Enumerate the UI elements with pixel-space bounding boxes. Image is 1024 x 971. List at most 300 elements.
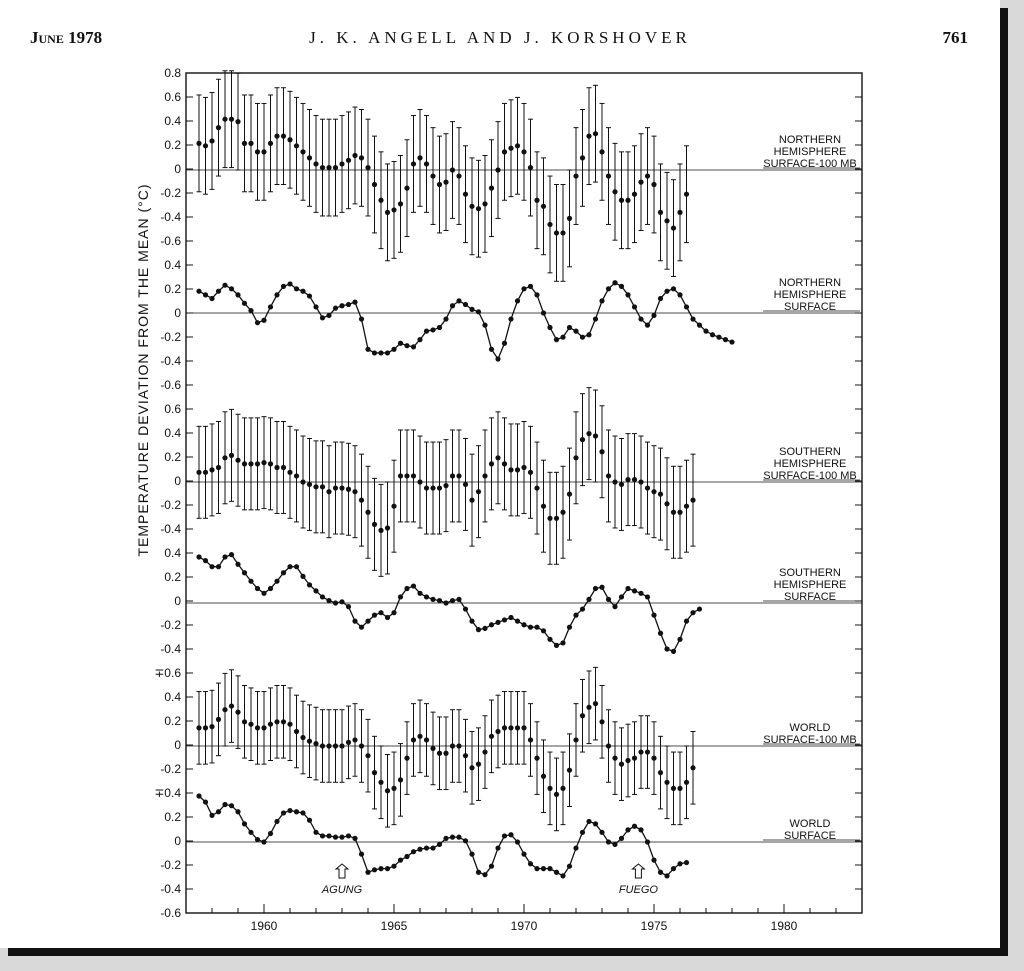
data-point bbox=[359, 155, 364, 160]
data-point bbox=[632, 477, 637, 482]
data-point bbox=[352, 619, 357, 624]
y-axis-label: TEMPERATURE DEVIATION FROM THE MEAN (°C) bbox=[135, 183, 151, 557]
data-point bbox=[242, 570, 247, 575]
data-point bbox=[274, 292, 279, 297]
data-point bbox=[456, 473, 461, 478]
data-point bbox=[469, 307, 474, 312]
data-point bbox=[599, 449, 604, 454]
data-point bbox=[391, 207, 396, 212]
data-point bbox=[632, 756, 637, 761]
data-point bbox=[261, 149, 266, 154]
data-point bbox=[651, 489, 656, 494]
y-axis bbox=[154, 66, 862, 920]
data-point bbox=[606, 839, 611, 844]
data-point bbox=[645, 839, 650, 844]
data-point bbox=[209, 564, 214, 569]
data-point bbox=[515, 839, 520, 844]
data-point bbox=[255, 461, 260, 466]
data-point bbox=[573, 613, 578, 618]
x-tick-label: 1970 bbox=[510, 919, 538, 933]
data-point bbox=[495, 455, 500, 460]
data-point bbox=[437, 485, 442, 490]
data-point bbox=[684, 619, 689, 624]
data-point bbox=[320, 594, 325, 599]
data-point bbox=[281, 284, 286, 289]
data-point bbox=[378, 780, 383, 785]
data-point bbox=[372, 182, 377, 187]
data-point bbox=[482, 473, 487, 478]
data-point bbox=[677, 637, 682, 642]
series-line bbox=[199, 796, 687, 876]
y-tick-label: 0.4 bbox=[164, 258, 181, 272]
data-point bbox=[235, 458, 240, 463]
data-point bbox=[430, 845, 435, 850]
data-point bbox=[619, 482, 624, 487]
data-point bbox=[430, 173, 435, 178]
data-point bbox=[196, 470, 201, 475]
data-point bbox=[515, 298, 520, 303]
data-point bbox=[521, 622, 526, 627]
data-point bbox=[424, 845, 429, 850]
data-point bbox=[456, 597, 461, 602]
y-tick-label: 0.4 bbox=[164, 114, 181, 128]
y-tick-label: -0.6 bbox=[160, 378, 181, 392]
data-point bbox=[378, 198, 383, 203]
data-point bbox=[203, 470, 208, 475]
data-point bbox=[658, 210, 663, 215]
x-axis bbox=[212, 904, 836, 933]
x-tick-label: 1975 bbox=[640, 919, 668, 933]
data-point bbox=[723, 337, 728, 342]
data-point bbox=[261, 460, 266, 465]
data-point bbox=[560, 640, 565, 645]
data-point bbox=[547, 866, 552, 871]
data-point bbox=[346, 158, 351, 163]
y-tick-label: -0.4 bbox=[160, 882, 181, 896]
panel-3 bbox=[186, 552, 862, 654]
data-point bbox=[424, 485, 429, 490]
panel-label-line: HEMISPHERE bbox=[773, 146, 847, 158]
data-point bbox=[411, 161, 416, 166]
data-point bbox=[651, 613, 656, 618]
data-point bbox=[690, 498, 695, 503]
data-point bbox=[216, 289, 221, 294]
data-point bbox=[411, 737, 416, 742]
data-point bbox=[599, 585, 604, 590]
data-point bbox=[664, 646, 669, 651]
data-point bbox=[398, 858, 403, 863]
data-point bbox=[287, 137, 292, 142]
data-point bbox=[684, 504, 689, 509]
data-point bbox=[606, 597, 611, 602]
data-point bbox=[287, 722, 292, 727]
data-point bbox=[424, 594, 429, 599]
data-point bbox=[476, 762, 481, 767]
data-point bbox=[528, 861, 533, 866]
data-point bbox=[489, 622, 494, 627]
data-point bbox=[645, 323, 650, 328]
data-point bbox=[268, 722, 273, 727]
data-point bbox=[580, 606, 585, 611]
data-point bbox=[248, 830, 253, 835]
data-point bbox=[209, 724, 214, 729]
data-point bbox=[651, 182, 656, 187]
data-point bbox=[248, 722, 253, 727]
data-point bbox=[242, 719, 247, 724]
data-point bbox=[612, 604, 617, 609]
y-tick-label: 0 bbox=[174, 162, 181, 176]
y-tick-label: 0.2 bbox=[164, 282, 181, 296]
data-point bbox=[664, 873, 669, 878]
data-point bbox=[222, 802, 227, 807]
data-point bbox=[495, 620, 500, 625]
data-point bbox=[209, 813, 214, 818]
data-point bbox=[443, 600, 448, 605]
data-point bbox=[404, 473, 409, 478]
data-point bbox=[625, 586, 630, 591]
data-point bbox=[339, 599, 344, 604]
data-point bbox=[320, 315, 325, 320]
data-point bbox=[502, 149, 507, 154]
page-number: 761 bbox=[942, 28, 968, 47]
data-point bbox=[359, 743, 364, 748]
data-point bbox=[560, 510, 565, 515]
data-point bbox=[300, 479, 305, 484]
data-point bbox=[346, 833, 351, 838]
data-point bbox=[255, 586, 260, 591]
data-point bbox=[242, 301, 247, 306]
data-point bbox=[294, 809, 299, 814]
data-point bbox=[443, 180, 448, 185]
panel-label-line: NORTHERN bbox=[778, 134, 842, 146]
data-point bbox=[697, 323, 702, 328]
journal-date: June 1978 bbox=[30, 28, 103, 47]
data-point bbox=[281, 810, 286, 815]
y-tick-label: -0.2 bbox=[160, 498, 181, 512]
data-point bbox=[398, 777, 403, 782]
data-point bbox=[515, 619, 520, 624]
data-point bbox=[294, 286, 299, 291]
data-point bbox=[586, 332, 591, 337]
y-tick-label: 0.2 bbox=[164, 570, 181, 584]
data-point bbox=[580, 713, 585, 718]
data-point bbox=[411, 473, 416, 478]
data-point bbox=[645, 749, 650, 754]
data-point bbox=[508, 725, 513, 730]
data-point bbox=[645, 173, 650, 178]
data-point bbox=[502, 617, 507, 622]
data-point bbox=[359, 852, 364, 857]
data-point bbox=[586, 431, 591, 436]
data-point bbox=[508, 146, 513, 151]
data-point bbox=[372, 867, 377, 872]
data-point bbox=[417, 337, 422, 342]
x-tick-label: 1980 bbox=[770, 919, 798, 933]
data-point bbox=[690, 610, 695, 615]
data-point bbox=[476, 309, 481, 314]
y-tick-label: 0.2 bbox=[164, 138, 181, 152]
data-point bbox=[645, 594, 650, 599]
data-point bbox=[391, 347, 396, 352]
y-tick-label: 0.4 bbox=[164, 690, 181, 704]
data-point bbox=[216, 809, 221, 814]
data-point bbox=[417, 155, 422, 160]
data-point bbox=[209, 296, 214, 301]
data-point bbox=[430, 746, 435, 751]
data-point bbox=[385, 525, 390, 530]
data-point bbox=[450, 473, 455, 478]
data-point bbox=[313, 830, 318, 835]
data-point bbox=[658, 870, 663, 875]
data-point bbox=[216, 564, 221, 569]
panel-label-line: WORLD bbox=[789, 722, 831, 734]
data-point bbox=[658, 631, 663, 636]
data-point bbox=[469, 619, 474, 624]
panel-1 bbox=[186, 277, 862, 362]
data-point bbox=[261, 591, 266, 596]
y-tick-label: ∓0.6 bbox=[154, 666, 181, 680]
data-point bbox=[612, 842, 617, 847]
data-point bbox=[606, 173, 611, 178]
panel-label-line: HEMISPHERE bbox=[773, 579, 847, 591]
data-point bbox=[476, 870, 481, 875]
data-point bbox=[612, 189, 617, 194]
panel-4 bbox=[186, 667, 862, 830]
y-tick-label: 0.4 bbox=[164, 426, 181, 440]
data-point bbox=[469, 204, 474, 209]
x-tick-label: 1960 bbox=[250, 919, 278, 933]
data-point bbox=[333, 306, 338, 311]
data-point bbox=[560, 873, 565, 878]
data-point bbox=[593, 586, 598, 591]
y-tick-label: 0 bbox=[174, 834, 181, 848]
data-point bbox=[385, 210, 390, 215]
data-point bbox=[281, 134, 286, 139]
y-tick-label: 0.6 bbox=[164, 90, 181, 104]
data-point bbox=[560, 786, 565, 791]
data-point bbox=[339, 303, 344, 308]
data-point bbox=[222, 554, 227, 559]
data-point bbox=[502, 461, 507, 466]
data-point bbox=[625, 477, 630, 482]
data-point bbox=[346, 604, 351, 609]
data-point bbox=[255, 149, 260, 154]
data-point bbox=[313, 741, 318, 746]
data-point bbox=[307, 155, 312, 160]
data-point bbox=[625, 198, 630, 203]
data-point bbox=[300, 149, 305, 154]
data-point bbox=[703, 329, 708, 334]
data-point bbox=[248, 461, 253, 466]
data-point bbox=[671, 866, 676, 871]
data-point bbox=[287, 281, 292, 286]
data-point bbox=[365, 347, 370, 352]
data-point bbox=[229, 703, 234, 708]
data-point bbox=[612, 479, 617, 484]
data-point bbox=[274, 579, 279, 584]
data-point bbox=[248, 308, 253, 313]
data-point bbox=[404, 854, 409, 859]
data-point bbox=[320, 743, 325, 748]
data-point bbox=[372, 522, 377, 527]
data-point bbox=[469, 498, 474, 503]
data-point bbox=[521, 286, 526, 291]
data-point bbox=[229, 552, 234, 557]
data-point bbox=[196, 554, 201, 559]
data-point bbox=[482, 626, 487, 631]
data-point bbox=[346, 302, 351, 307]
data-point bbox=[560, 230, 565, 235]
data-point bbox=[307, 739, 312, 744]
annotation-label: AGUNG bbox=[321, 884, 363, 896]
data-point bbox=[417, 847, 422, 852]
data-point bbox=[658, 296, 663, 301]
panel-label-line: SURFACE-100 MB bbox=[763, 158, 857, 170]
data-point bbox=[346, 740, 351, 745]
data-point bbox=[638, 827, 643, 832]
data-point bbox=[502, 725, 507, 730]
data-point bbox=[430, 597, 435, 602]
y-tick-label: ∓0.4 bbox=[154, 786, 181, 800]
data-point bbox=[580, 335, 585, 340]
data-point bbox=[391, 504, 396, 509]
data-point bbox=[482, 201, 487, 206]
data-point bbox=[554, 516, 559, 521]
data-point bbox=[320, 484, 325, 489]
data-point bbox=[541, 204, 546, 209]
data-point bbox=[307, 818, 312, 823]
data-point bbox=[372, 770, 377, 775]
data-point bbox=[391, 864, 396, 869]
data-point bbox=[385, 866, 390, 871]
data-point bbox=[671, 649, 676, 654]
data-point bbox=[580, 830, 585, 835]
data-point bbox=[599, 830, 604, 835]
data-point bbox=[352, 300, 357, 305]
panel-label-line: SOUTHERN bbox=[779, 446, 841, 458]
data-point bbox=[398, 473, 403, 478]
data-point bbox=[593, 131, 598, 136]
data-point bbox=[593, 821, 598, 826]
data-point bbox=[359, 498, 364, 503]
data-point bbox=[528, 625, 533, 630]
data-point bbox=[268, 586, 273, 591]
data-point bbox=[372, 350, 377, 355]
data-point bbox=[619, 762, 624, 767]
data-point bbox=[528, 165, 533, 170]
data-point bbox=[320, 165, 325, 170]
data-point bbox=[450, 598, 455, 603]
y-tick-label: -0.2 bbox=[160, 330, 181, 344]
data-point bbox=[287, 564, 292, 569]
data-point bbox=[255, 837, 260, 842]
data-point bbox=[365, 165, 370, 170]
data-point bbox=[326, 489, 331, 494]
data-point bbox=[625, 827, 630, 832]
y-tick-label: 0 bbox=[174, 594, 181, 608]
data-point bbox=[677, 510, 682, 515]
data-point bbox=[411, 344, 416, 349]
data-point bbox=[502, 341, 507, 346]
data-point bbox=[541, 774, 546, 779]
data-point bbox=[534, 625, 539, 630]
data-point bbox=[378, 350, 383, 355]
data-point bbox=[430, 485, 435, 490]
data-point bbox=[294, 564, 299, 569]
data-point bbox=[671, 786, 676, 791]
data-point bbox=[235, 710, 240, 715]
data-point bbox=[437, 751, 442, 756]
data-point bbox=[489, 347, 494, 352]
data-point bbox=[606, 473, 611, 478]
data-point bbox=[560, 335, 565, 340]
data-point bbox=[495, 845, 500, 850]
panel-label-line: SURFACE bbox=[784, 830, 836, 842]
data-point bbox=[599, 149, 604, 154]
data-point bbox=[268, 141, 273, 146]
y-tick-label: -0.2 bbox=[160, 762, 181, 776]
data-point bbox=[404, 586, 409, 591]
data-point bbox=[424, 329, 429, 334]
data-point bbox=[541, 628, 546, 633]
y-tick-label: 0 bbox=[174, 738, 181, 752]
data-point bbox=[651, 858, 656, 863]
data-point bbox=[495, 729, 500, 734]
y-tick-label: 0.2 bbox=[164, 450, 181, 464]
data-point bbox=[534, 866, 539, 871]
data-point bbox=[255, 725, 260, 730]
data-point bbox=[476, 627, 481, 632]
data-point bbox=[521, 725, 526, 730]
data-point bbox=[450, 167, 455, 172]
data-point bbox=[489, 461, 494, 466]
data-point bbox=[567, 325, 572, 330]
data-point bbox=[216, 717, 221, 722]
data-point bbox=[521, 149, 526, 154]
data-point bbox=[547, 786, 552, 791]
data-point bbox=[359, 625, 364, 630]
panel-5 bbox=[186, 793, 862, 878]
data-point bbox=[274, 719, 279, 724]
panel-label-line: SURFACE-100 MB bbox=[763, 734, 857, 746]
data-point bbox=[521, 852, 526, 857]
data-point bbox=[528, 737, 533, 742]
panel-label-line: HEMISPHERE bbox=[773, 289, 847, 301]
data-point bbox=[495, 356, 500, 361]
data-point bbox=[229, 117, 234, 122]
data-point bbox=[333, 485, 338, 490]
data-point bbox=[456, 298, 461, 303]
data-point bbox=[606, 743, 611, 748]
data-point bbox=[586, 819, 591, 824]
data-point bbox=[261, 725, 266, 730]
data-point bbox=[203, 143, 208, 148]
data-point bbox=[716, 335, 721, 340]
data-point bbox=[645, 485, 650, 490]
data-point bbox=[437, 182, 442, 187]
data-point bbox=[534, 198, 539, 203]
panel-2 bbox=[186, 388, 862, 577]
data-point bbox=[359, 316, 364, 321]
data-point bbox=[658, 492, 663, 497]
data-point bbox=[229, 803, 234, 808]
data-point bbox=[365, 619, 370, 624]
data-point bbox=[352, 737, 357, 742]
data-point bbox=[261, 839, 266, 844]
data-point bbox=[268, 304, 273, 309]
data-point bbox=[632, 824, 637, 829]
data-point bbox=[482, 323, 487, 328]
